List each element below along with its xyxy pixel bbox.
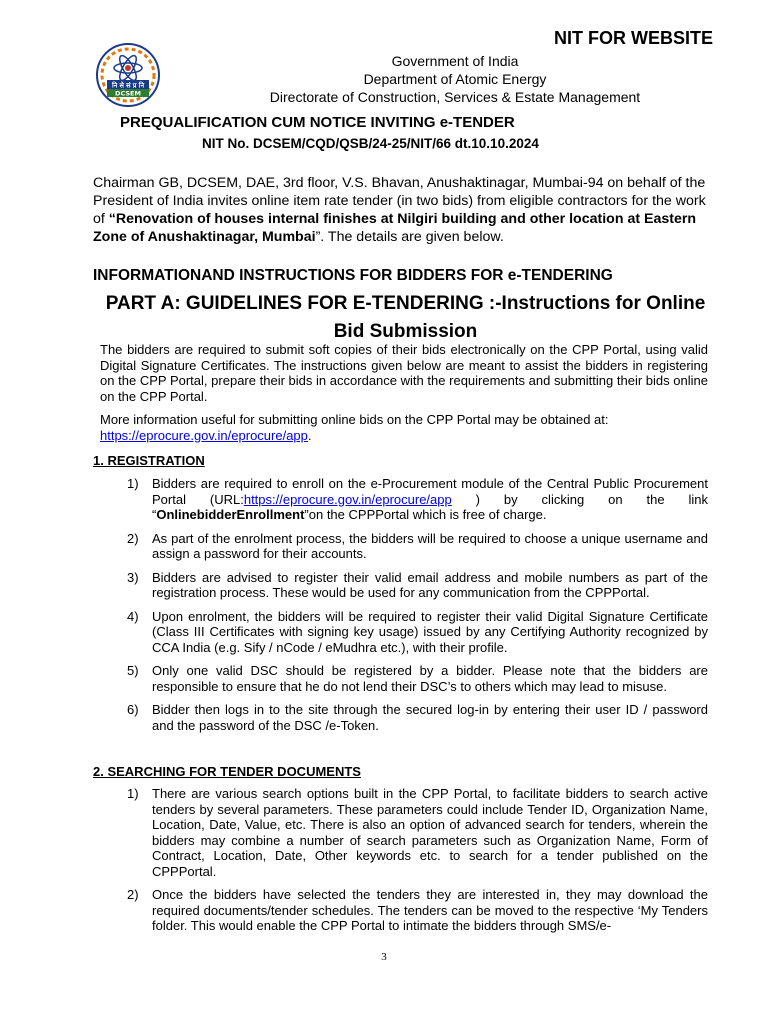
item-text: ”on the CPPPortal which is free of charge.	[304, 507, 547, 522]
work-title: “Renovation of houses internal finishes at Nilgiri building and other location at Eastern Zone of Anushaktinagar, Mumbai	[93, 211, 697, 245]
list-item	[120, 887, 708, 934]
nit-for-website-label: NIT FOR WEBSITE	[554, 28, 713, 48]
item-text: ) by clicking on the link “	[152, 491, 708, 522]
item-text: Bidder then logs in to the site through the secured log-in by entering their user ID / password and the password of the DSC /e-Token.	[152, 702, 708, 733]
list-number: 1)	[127, 476, 139, 491]
list-number: 2)	[127, 887, 139, 902]
intro-paragraph	[93, 174, 713, 246]
list-number: 3)	[127, 569, 139, 585]
registration-list	[120, 476, 708, 733]
part-a-prefix: PART A: GUIDELINES FOR E-TENDERING :-	[105, 293, 502, 314]
more-info-text: More information useful for submitting online bids on the CPP Portal may be obtained at:	[100, 412, 609, 427]
page-number: 3	[381, 951, 387, 963]
item-text: There are various search options built in the CPP Portal, to facilitate bidders to search active tenders by several parameters. These parameters could include Tender ID, Organization Name, Location, Date, Value, etc. There is also an option of advanced search for tenders, wherein the bidders may combine a number of search parameters such as Organization Name, Form of Contract, Location, Date, Other keywords etc. to search for a tender published on the CPPPortal.	[152, 786, 708, 879]
document-title: PREQUALIFICATION CUM NOTICE INVITING e-TENDER	[120, 114, 515, 131]
logo-hindi-text: नि से सं प्र नि	[111, 81, 145, 90]
gov-line: Department of Atomic Energy	[363, 71, 547, 87]
section-heading-searching: 2. SEARCHING FOR TENDER DOCUMENTS	[93, 764, 361, 779]
enrollment-link-name: OnlinebidderEnrollment	[156, 507, 305, 522]
info-heading: INFORMATIONAND INSTRUCTIONS FOR BIDDERS FOR e-TENDERING	[93, 267, 613, 284]
list-item	[120, 476, 708, 523]
gov-line: Directorate of Construction, Services & Estate Management	[269, 89, 641, 105]
item-text: Once the bidders have selected the tenders they are interested in, they may download the required documents/tender schedules. The tenders can be moved to the respective ‘My Tenders folder. This would enable the CPP Portal to intimate the bidders through SMS/e-	[152, 887, 708, 933]
dcsem-logo-icon	[93, 40, 163, 110]
instructions-paragraph: The bidders are required to submit soft copies of their bids electronically on the CPP Portal, using valid Digital Signature Certificates. The instructions given below are meant to assist the bidders in registering on the CPP Portal, prepare their bids in accordance with the requirements and submitting their bids online on the CPP Portal.	[100, 342, 708, 404]
nit-number: NIT No. DCSEM/CQD/QSB/24-25/NIT/66 dt.10.10.2024	[202, 136, 539, 151]
gov-line: Government of India	[391, 53, 519, 69]
government-header	[240, 52, 670, 106]
intro-text-end: ”. The details are given below.	[315, 229, 504, 245]
list-item	[120, 786, 708, 879]
link-suffix: .	[307, 427, 312, 443]
eprocure-link[interactable]: https://eprocure.gov.in/eprocure/app	[100, 427, 308, 443]
item-text: As part of the enrolment process, the bidders will be required to choose a unique username and assign a password for their accounts.	[152, 530, 708, 561]
list-number: 4)	[127, 608, 139, 624]
list-item	[120, 570, 708, 601]
item-text: Upon enrolment, the bidders will be required to register their valid Digital Signature Certificate (Class III Certificates with signing key usage) issued by any Certifying Authority recognized by CCA India (e.g. Sify / nCode / eMudhra etc.), with their profile.	[152, 608, 708, 655]
list-number: 1)	[127, 786, 139, 801]
list-item	[120, 531, 708, 562]
eprocure-link[interactable]: https://eprocure.gov.in/eprocure/app	[243, 491, 452, 507]
section-heading-registration: 1. REGISTRATION	[93, 453, 205, 468]
item-text: Only one valid DSC should be registered by a bidder. Please note that the bidders are responsible to ensure that he do not lend their DSC’s to others which may lead to misuse.	[152, 663, 708, 694]
list-item	[120, 702, 708, 733]
list-number: 5)	[127, 663, 139, 678]
list-number: 6)	[127, 702, 139, 717]
part-a-heading	[93, 290, 718, 346]
item-text: Bidders are required to enroll on the e-Procurement module of the Central Public Procurement Portal (URL:	[152, 476, 708, 507]
logo-abbr-text: DCSEM	[115, 89, 141, 98]
part-a-rest: Instructions for Online Bid Submission	[333, 293, 706, 342]
item-text: Bidders are advised to register their valid email address and mobile numbers as part of the registration process. These would be used for any communication from the CPPPortal.	[152, 569, 708, 600]
dcsem-logo	[93, 40, 163, 110]
list-number: 2)	[127, 530, 139, 546]
list-item	[120, 609, 708, 656]
more-info-paragraph	[100, 412, 708, 443]
list-item	[120, 663, 708, 694]
intro-text: Chairman GB, DCSEM, DAE, 3rd floor, V.S. Bhavan, Anushaktinagar, Mumbai-94 on behalf of the President of India invites online item rate tender (in two bids) from eligible contractors for the work of	[93, 175, 706, 227]
searching-list	[120, 786, 708, 934]
